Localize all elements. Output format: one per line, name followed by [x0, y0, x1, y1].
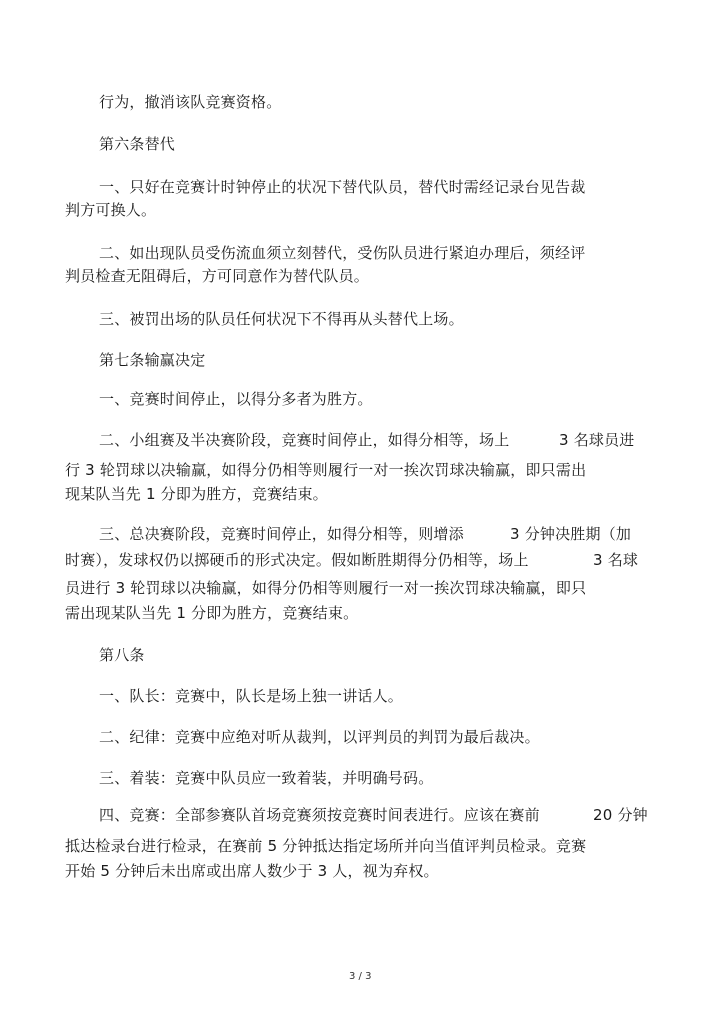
text-line: 行为，撤消该队竞赛资格。: [99, 93, 282, 111]
article-heading: 第六条替代: [99, 135, 176, 153]
text-line: 抵达检录台进行检录，在赛前 5 分钟抵达指定场所并向当值评判员检录。竞赛: [65, 837, 587, 855]
article-heading: 第七条输赢决定: [99, 351, 206, 369]
text-line: 判员检查无阻碍后，方可同意作为替代队员。: [65, 267, 370, 285]
text-line: 20 分钟: [593, 806, 648, 824]
text-line: 3 名球员进: [559, 431, 635, 449]
text-line: 判方可换人。: [65, 201, 157, 219]
text-line: 开始 5 分钟后未出席或出席人数少于 3 人，视为弃权。: [65, 862, 439, 880]
text-line: 三、被罚出场的队员任何状况下不得再从头替代上场。: [99, 310, 464, 328]
text-line: 三、着装：竞赛中队员应一致着装，并明确号码。: [99, 769, 434, 787]
text-line: 3 名球: [593, 551, 639, 569]
text-line: 四、竞赛：全部参赛队首场竞赛须按竞赛时间表进行。应该在赛前: [99, 806, 540, 824]
text-line: 二、纪律：竞赛中应绝对听从裁判，以评判员的判罚为最后裁决。: [99, 728, 540, 746]
text-line: 行 3 轮罚球以决输赢，如得分仍相等则履行一对一挨次罚球决输赢，即只需出: [65, 461, 587, 479]
text-line: 一、只好在竞赛计时钟停止的状况下替代队员，替代时需经记录台见告裁: [99, 178, 586, 196]
text-line: 一、队长：竞赛中，队长是场上独一讲话人。: [99, 687, 404, 705]
text-line: 3 分钟决胜期（加: [510, 525, 632, 543]
text-line: 需出现某队当先 1 分即为胜方，竞赛结束。: [65, 604, 359, 622]
text-line: 员进行 3 轮罚球以决输赢，如得分仍相等则履行一对一挨次罚球决输赢，即只: [65, 579, 587, 597]
article-heading: 第八条: [99, 646, 145, 664]
text-line: 时赛），发球权仍以掷硬币的形式决定。假如断胜期得分仍相等，场上: [65, 551, 529, 569]
text-line: 二、小组赛及半决赛阶段，竞赛时间停止，如得分相等，场上: [99, 431, 510, 449]
text-line: 一、竞赛时间停止，以得分多者为胜方。: [99, 390, 373, 408]
text-line: 三、总决赛阶段，竞赛时间停止，如得分相等，则增添: [99, 525, 464, 543]
page-number: 3 / 3: [349, 971, 372, 982]
text-line: 现某队当先 1 分即为胜方，竞赛结束。: [65, 485, 328, 503]
text-line: 二、如出现队员受伤流血须立刻替代，受伤队员进行紧迫办理后，须经评: [99, 244, 586, 262]
